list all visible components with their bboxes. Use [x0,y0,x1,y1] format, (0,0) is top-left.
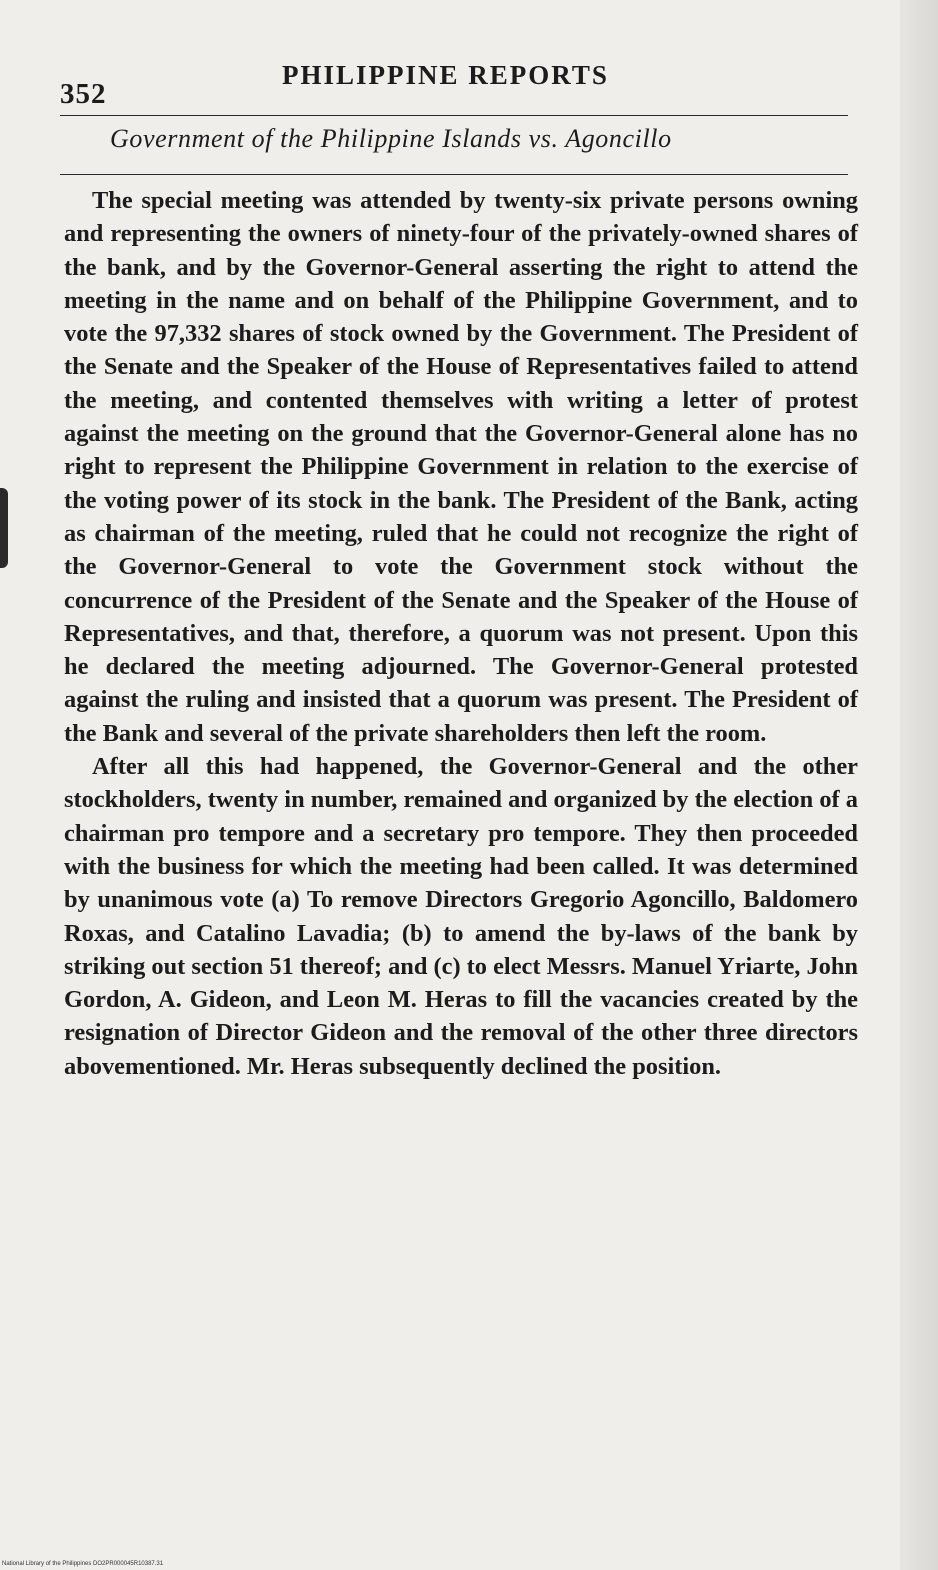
scan-credit: National Library of the Philippines DO2PR000045R10387.31 [2,1561,164,1567]
case-caption: Government of the Philippine Islands vs. Agoncillo [110,124,672,153]
paragraph-1: The special meeting was attended by twenty-six private persons owning and representing the owners of ninety-four of the privately-owned shares of the bank, and by the Governor-General asserting the right to attend the meeting in the name and on behalf of the Philippine Government, and to vote the 97,332 shares of stock owned by the Government. The President of the Senate and the Speaker of the House of Representatives failed to attend the meeting, and contented themselves with writing a letter of protest against the meeting on the ground that the Governor-General alone has no right to represent the Philippine Government in relation to the exercise of the voting power of its stock in the bank. The President of the Bank, acting as chairman of the meeting, ruled that he could not recognize the right of the Governor-General to vote the Government stock without the concurrence of the President of the Senate and the Speaker of the House of Representatives, and that, therefore, a quorum was not present. Upon this he declared the meeting adjourned. The Governor-General protested against the ruling and insisted that a quorum was present. The President of the Bank and several of the private shareholders then left the room. [64,187,858,747]
body-text [64,184,858,1083]
caption-rule [60,174,848,175]
paragraph-2: After all this had happened, the Governor-General and the other stockholders, twenty in number, remained and organized by the election of a chairman pro tempore and a secretary pro tempore. They then proceeded with the business for which the meeting had been called. It was determined by unanimous vote (a) To remove Directors Gregorio Agoncillo, Baldomero Roxas, and Catalino Lavadia; (b) to amend the by-laws of the bank by striking out section 51 thereof; and (c) to elect Messrs. Manuel Yriarte, John Gordon, A. Gideon, and Leon M. Heras to fill the vacancies created by the resignation of Director Gideon and the removal of the other three directors abovementioned. Mr. Heras subsequently declined the position. [64,753,858,1080]
page-header [60,56,848,112]
page-edge [900,0,938,1570]
binding-shadow [0,488,8,568]
header-rule [60,115,848,116]
page-number: 352 [60,78,107,110]
running-title: PHILIPPINE REPORTS [282,60,609,90]
